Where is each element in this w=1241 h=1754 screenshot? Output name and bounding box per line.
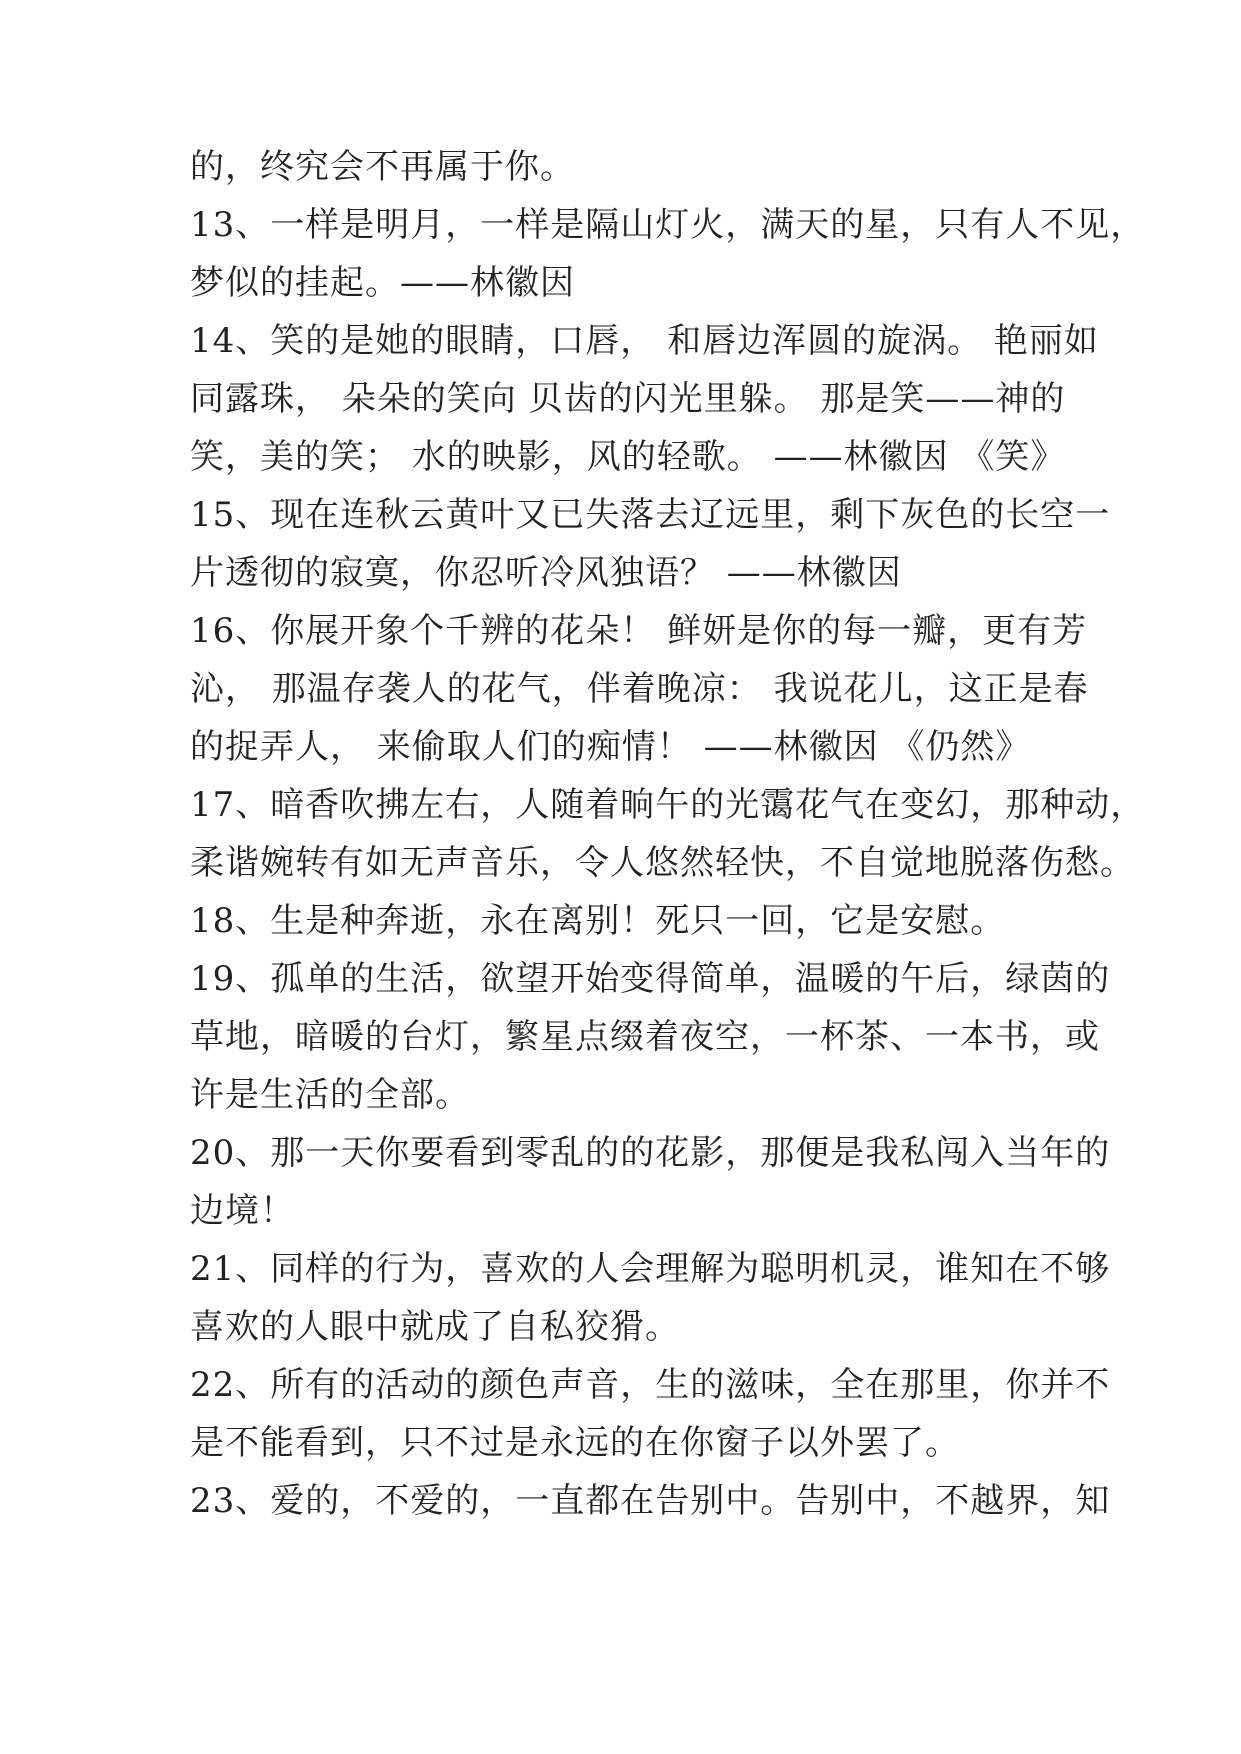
- text-line: 15、现在连秋云黄叶又已失落去辽远里，剩下灰色的长空一: [190, 495, 1111, 535]
- text-line: 13、一样是明月，一样是隔山灯火，满天的星，只有人不见，: [190, 205, 1146, 245]
- text-line: 笑，美的笑； 水的映影，风的轻歌。 ——林徽因 《笑》: [190, 437, 1066, 477]
- text-line: 17、暗香吹拂左右，人随着晌午的光霭花气在变幻，那种动，: [190, 785, 1146, 825]
- text-line: 边境！: [190, 1191, 295, 1231]
- text-line: 是不能看到，只不过是永远的在你窗子以外罢了。: [190, 1423, 960, 1463]
- text-line: 柔谐婉转有如无声音乐，令人悠然轻快，不自觉地脱落伤愁。: [190, 843, 1135, 883]
- text-line: 喜欢的人眼中就成了自私狡猾。: [190, 1307, 680, 1347]
- text-line: 20、那一天你要看到零乱的的花影，那便是我私闯入当年的: [190, 1133, 1111, 1173]
- text-line: 14、笑的是她的眼睛，口唇， 和唇边浑圆的旋涡。 艳丽如: [190, 321, 1099, 361]
- text-line: 18、生是种奔逝，永在离别！死只一回，它是安慰。: [190, 901, 1006, 941]
- text-line: 梦似的挂起。——林徽因: [190, 263, 575, 303]
- text-line: 的，终究会不再属于你。: [190, 147, 575, 187]
- text-line: 片透彻的寂寞，你忍听冷风独语？ ——林徽因: [190, 553, 902, 593]
- text-line: 16、你展开象个千辨的花朵！ 鲜妍是你的每一瓣，更有芳: [190, 611, 1088, 651]
- text-line: 21、同样的行为，喜欢的人会理解为聪明机灵，谁知在不够: [190, 1249, 1111, 1289]
- text-line: 同露珠， 朵朵的笑向 贝齿的闪光里躲。 那是笑——神的: [190, 379, 1066, 419]
- text-line: 23、爱的，不爱的，一直都在告别中。告别中，不越界，知: [190, 1481, 1111, 1521]
- text-line: 沁， 那温存袭人的花气，伴着晚凉： 我说花儿，这正是春: [190, 669, 1089, 709]
- text-line: 草地，暗暖的台灯，繁星点缀着夜空，一杯茶、一本书，或: [190, 1017, 1100, 1057]
- text-line: 19、孤单的生活，欲望开始变得简单，温暖的午后，绿茵的: [190, 959, 1111, 999]
- text-line: 22、所有的活动的颜色声音，生的滋味，全在那里，你并不: [190, 1365, 1111, 1405]
- text-line: 许是生活的全部。: [190, 1075, 470, 1115]
- text-line: 的捉弄人， 来偷取人们的痴情！ ——林徽因 《仍然》: [190, 727, 1031, 767]
